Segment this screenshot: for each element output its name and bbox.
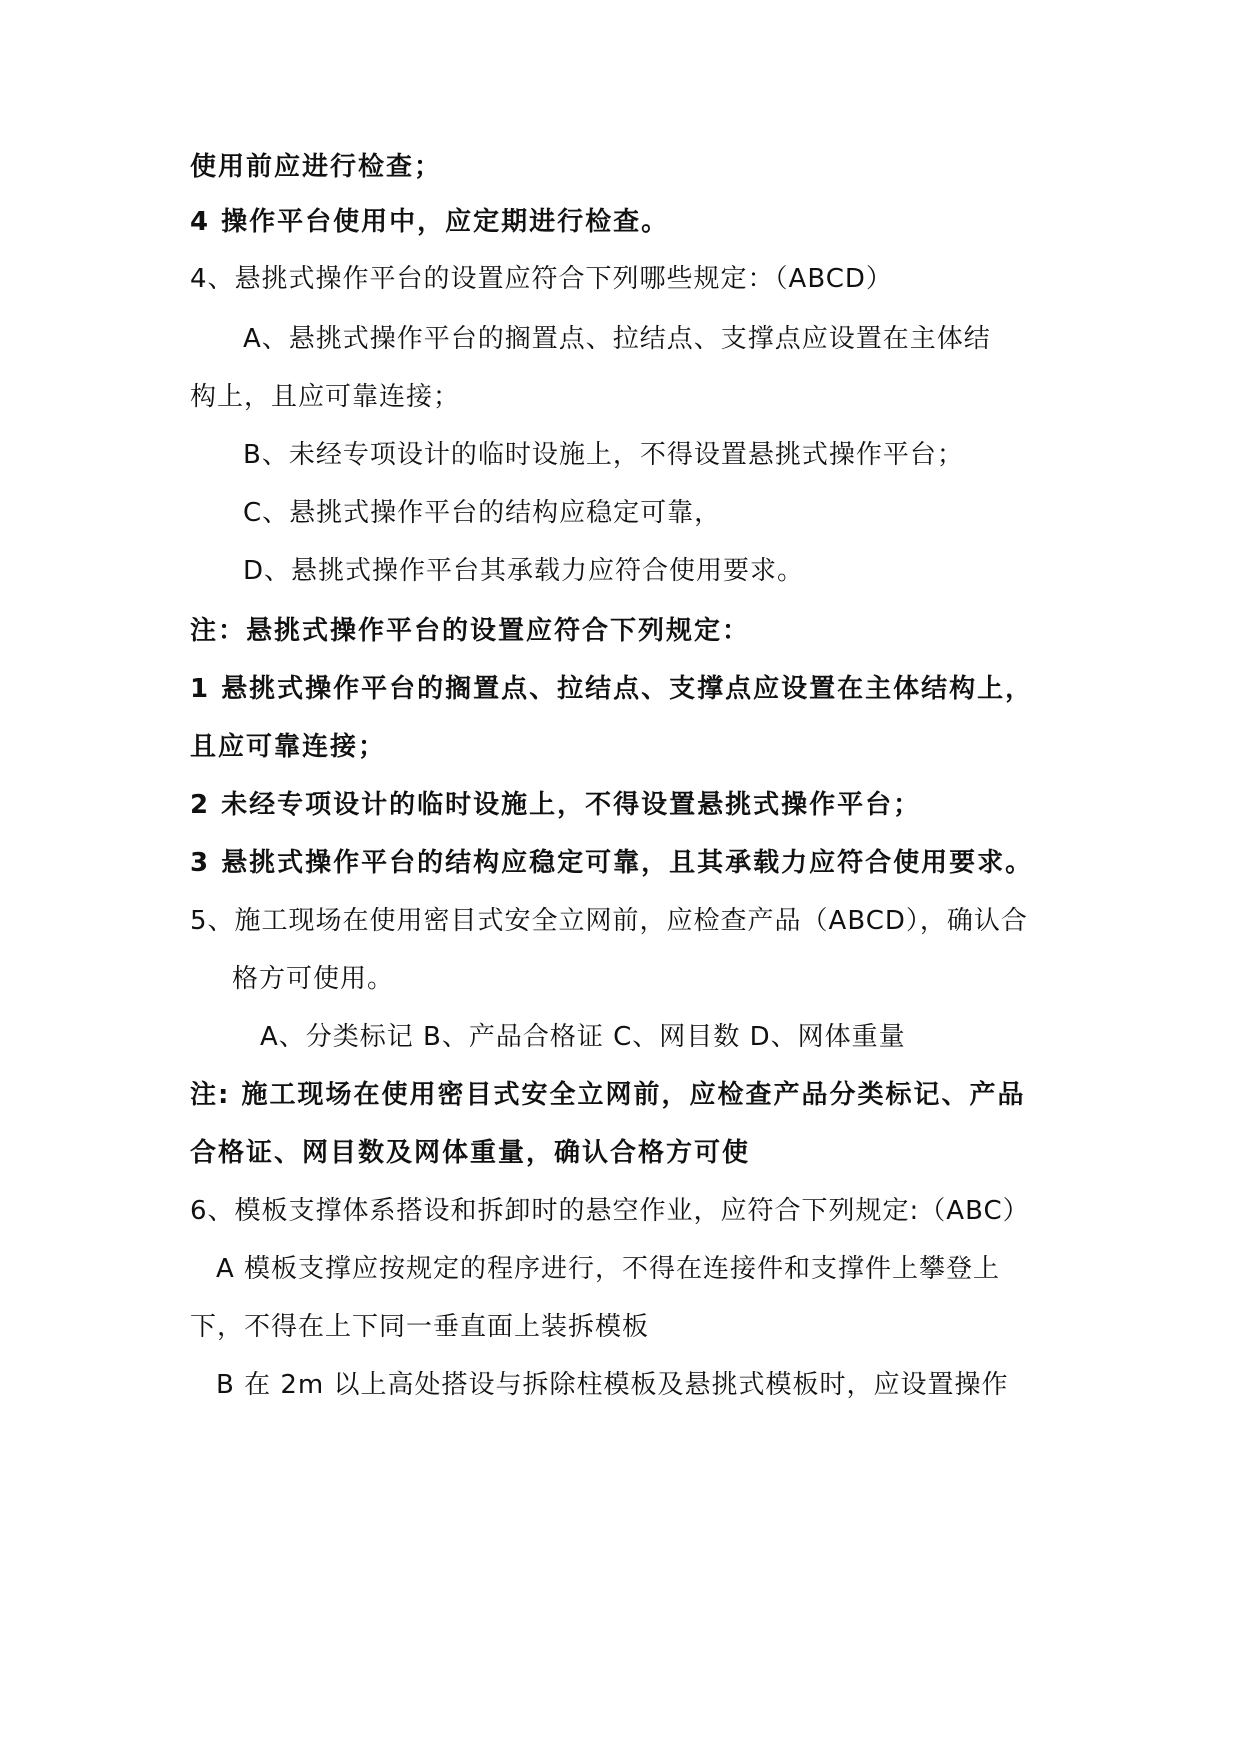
text-line: D、悬挑式操作平台其承载力应符合使用要求。	[243, 556, 805, 586]
text-line: 4 操作平台使用中，应定期进行检查。	[190, 207, 670, 237]
text-line: 1 悬挑式操作平台的搁置点、拉结点、支撑点应设置在主体结构上，	[190, 674, 1034, 704]
text-line: A、分类标记 B、产品合格证 C、网目数 D、网体重量	[260, 1022, 906, 1052]
text-line: 4、悬挑式操作平台的设置应符合下列哪些规定：（ABCD）	[190, 264, 893, 294]
text-line: 3 悬挑式操作平台的结构应稳定可靠，且其承载力应符合使用要求。	[190, 848, 1034, 878]
text-line: A 模板支撑应按规定的程序进行，不得在连接件和支撑件上攀登上	[216, 1254, 1001, 1284]
text-line: 构上，且应可靠连接；	[190, 382, 461, 412]
text-line: 5、施工现场在使用密目式安全立网前，应检查产品（ABCD），确认合	[190, 906, 1028, 936]
text-line: A、悬挑式操作平台的搁置点、拉结点、支撑点应设置在主体结	[243, 324, 991, 354]
text-line: 格方可使用。	[232, 964, 395, 994]
text-line: 下，不得在上下同一垂直面上装拆模板	[190, 1312, 650, 1342]
text-line: C、悬挑式操作平台的结构应稳定可靠，	[243, 498, 722, 528]
text-line: 注: 施工现场在使用密目式安全立网前，应检查产品分类标记、产品	[190, 1080, 1026, 1110]
text-line: 使用前应进行检查；	[190, 152, 443, 182]
text-line: B 在 2m 以上高处搭设与拆除柱模板及悬挑式模板时，应设置操作	[216, 1370, 1009, 1400]
text-line: 且应可靠连接；	[190, 732, 387, 762]
text-line: 合格证、网目数及网体重量，确认合格方可使	[190, 1138, 751, 1168]
text-line: 6、模板支撑体系搭设和拆卸时的悬空作业，应符合下列规定:（ABC）	[190, 1196, 1030, 1226]
text-line: B、未经专项设计的临时设施上，不得设置悬挑式操作平台；	[243, 440, 964, 470]
text-line: 注：悬挑式操作平台的设置应符合下列规定：	[190, 616, 751, 646]
text-line: 2 未经专项设计的临时设施上，不得设置悬挑式操作平台；	[190, 790, 922, 820]
